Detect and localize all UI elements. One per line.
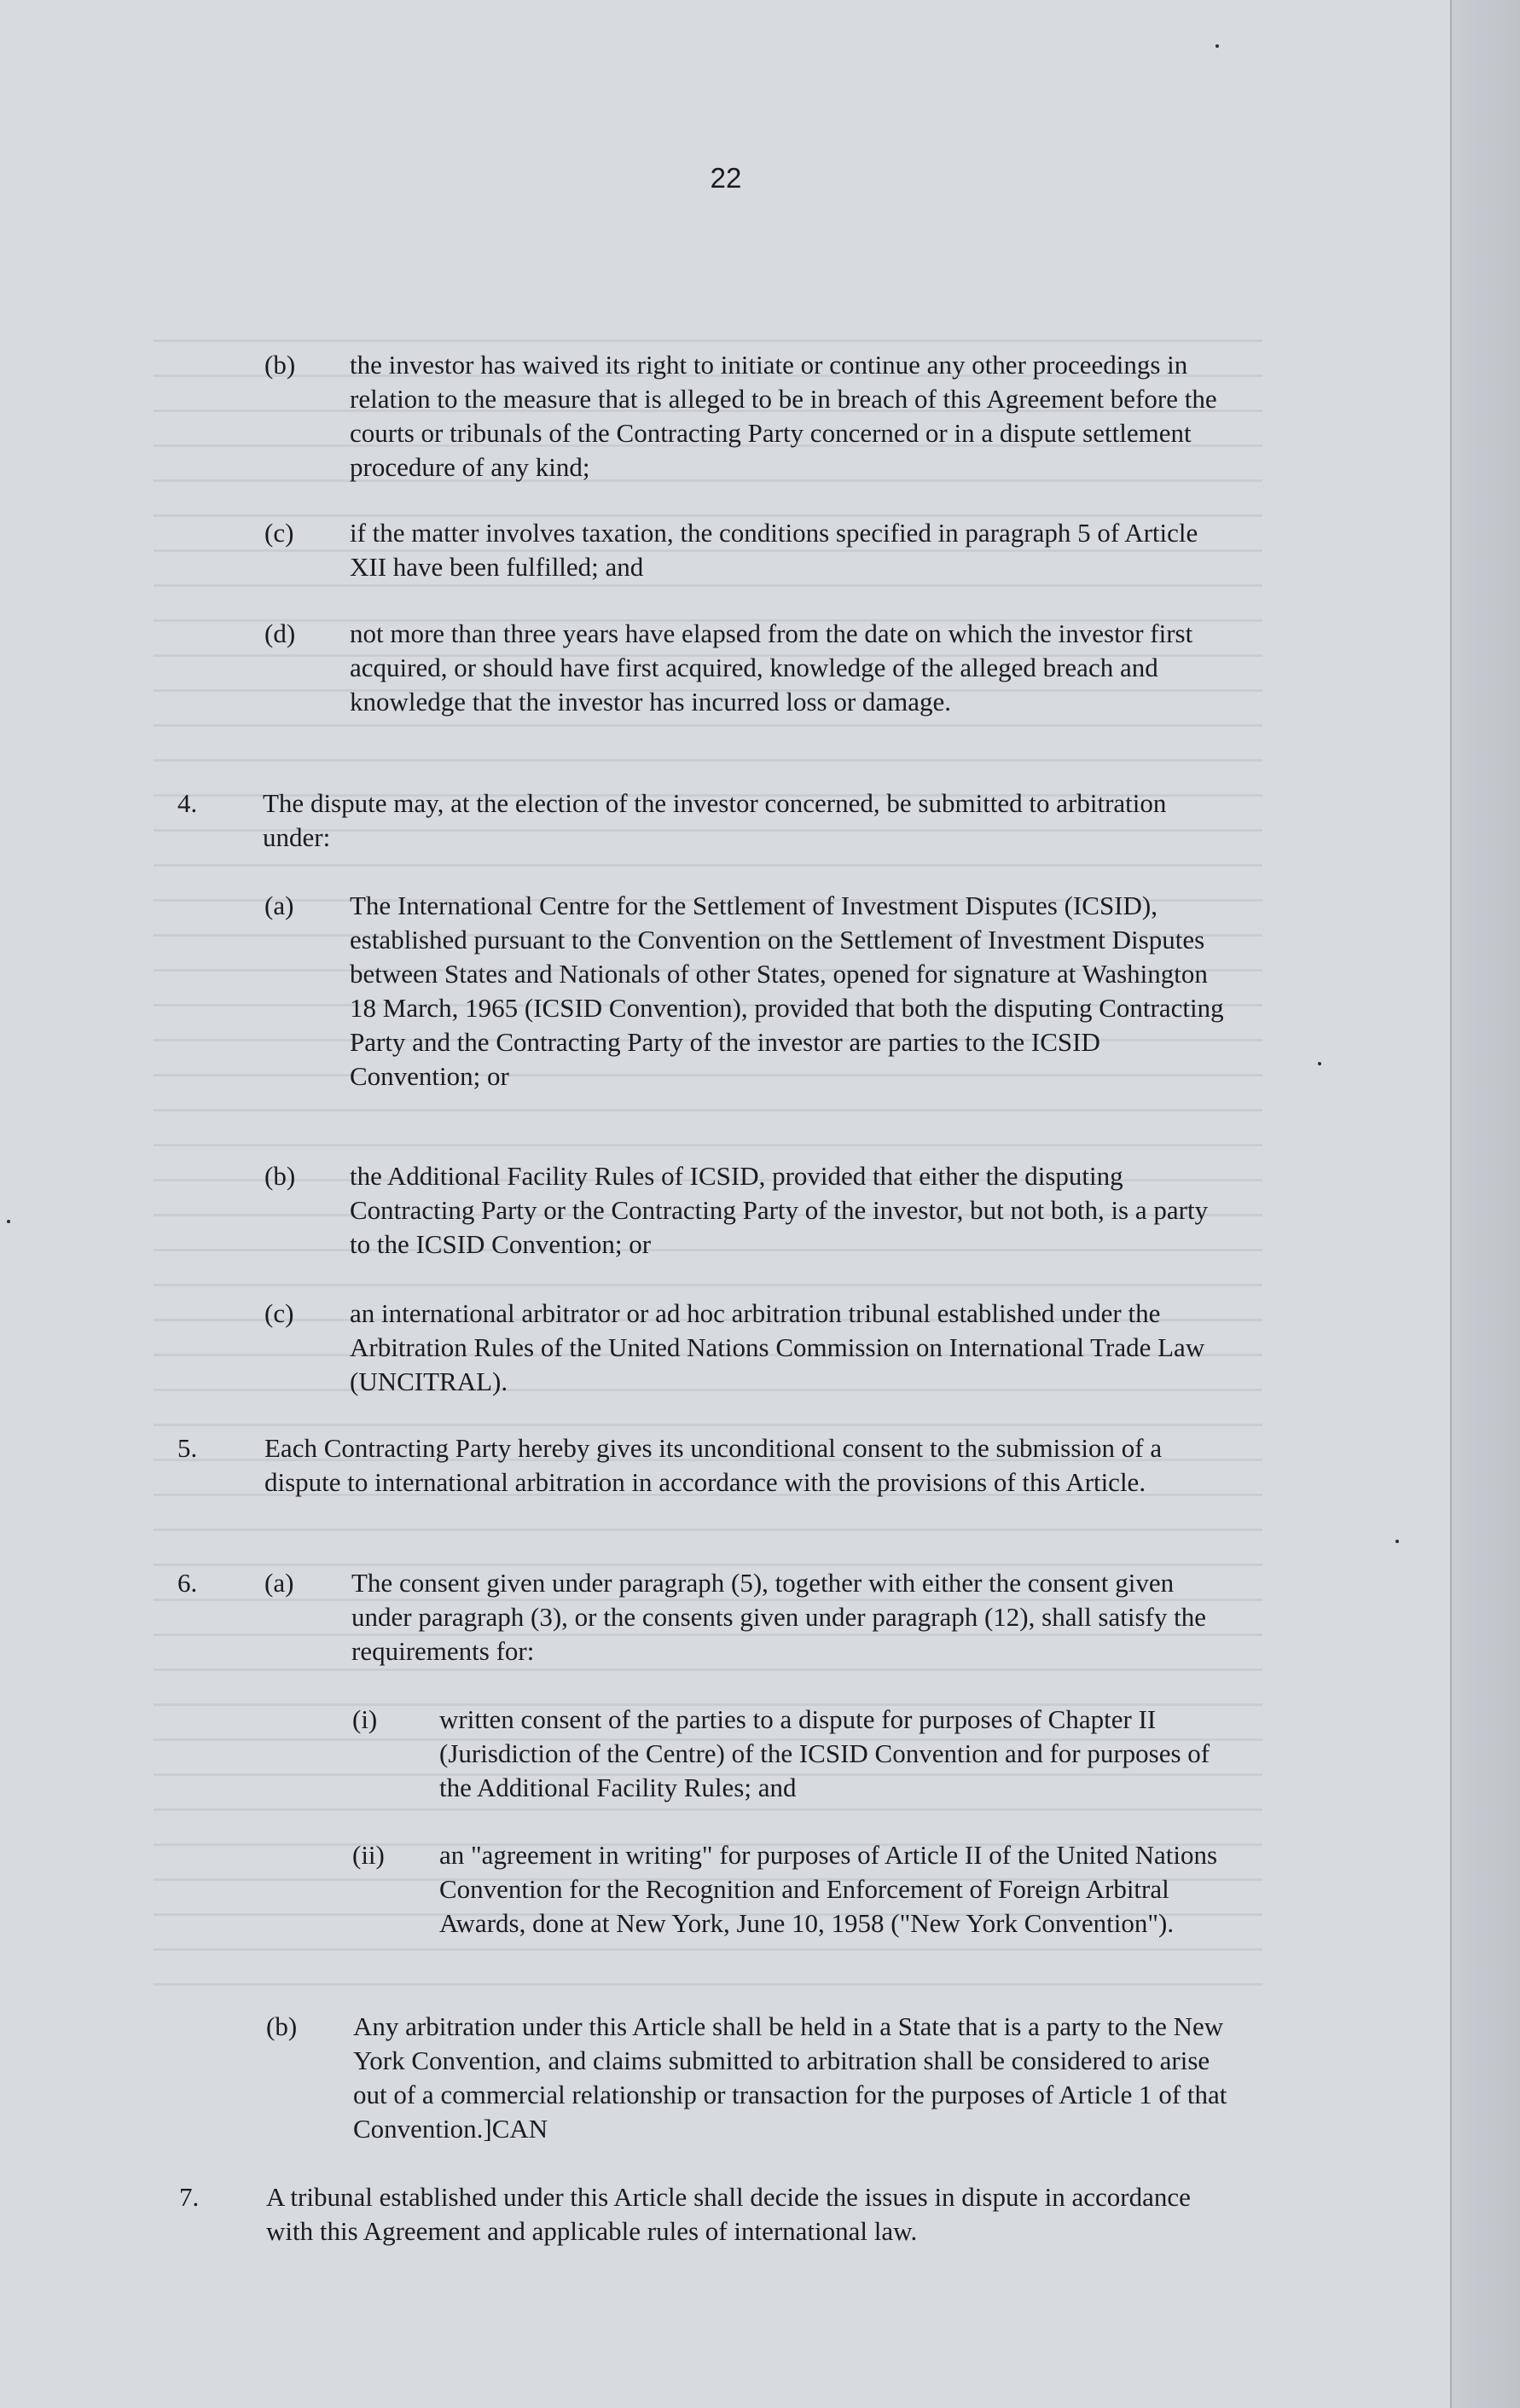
- page-edge-shadow: [1452, 0, 1520, 2408]
- item-label: (c): [264, 518, 294, 548]
- bleed-through-text: [154, 307, 1262, 2269]
- paragraph-number: 7.: [179, 2182, 200, 2212]
- item-text: the investor has waived its right to initiate or continue any other proceedings in relation to the measure that is alleged to be in breach of this Agreement before the courts or tribunals of the Contracting Party concerned or in a dispute settlement procedure of any kind;: [350, 350, 1217, 482]
- scan-speck: [1395, 1540, 1399, 1543]
- item-text: the Additional Facility Rules of ICSID, provided that either the disputing Contracting Party or the Contracting Party of the investor, but not both, is a party to the ICSID Convention; or: [350, 1161, 1209, 1259]
- item-label: (b): [264, 350, 296, 380]
- scan-speck: [1215, 44, 1219, 48]
- scan-speck: [7, 1220, 10, 1223]
- subitem-text: an "agreement in writing" for purposes of Article II of the United Nations Convention for the Recognition and Enforcement of Foreign Arbitral Awards, done at New York, June 10, 1958 ("New York Convention").: [439, 1840, 1218, 1938]
- paragraph-number: 5.: [177, 1433, 198, 1463]
- subitem-label: (i): [352, 1704, 378, 1734]
- page-number: 22: [710, 162, 742, 194]
- item-text: if the matter involves taxation, the conditions specified in paragraph 5 of Article XII have been fulfilled; and: [350, 518, 1198, 582]
- item-text: The International Centre for the Settlement of Investment Disputes (ICSID), established pursuant to the Convention on the Settlement of Investment Disputes between States and Nationals of other States, opened for signature at Washington 18 March, 1965 (ICSID Convention), provided that both the disputing Contracting Party and the Contracting Party of the investor are parties to the ICSID Convention; or: [350, 891, 1224, 1091]
- page-edge-line: [1450, 0, 1452, 2408]
- item-label: (c): [264, 1298, 294, 1328]
- item-label: (a): [264, 1568, 294, 1598]
- scan-speck: [1318, 1062, 1321, 1065]
- paragraph-number: 6.: [177, 1568, 198, 1598]
- item-label: (d): [264, 618, 296, 648]
- item-text: The consent given under paragraph (5), together with either the consent given under paragraph (3), or the consents given under paragraph (12), shall satisfy the requirements for:: [351, 1568, 1206, 1666]
- paragraph-text: A tribunal established under this Article shall decide the issues in dispute in accordance with this Agreement and applicable rules of international law.: [266, 2182, 1191, 2246]
- item-text: an international arbitrator or ad hoc arbitration tribunal established under the Arbitration Rules of the United Nations Commission on International Trade Law (UNCITRAL).: [350, 1298, 1205, 1396]
- item-label: (b): [266, 2011, 298, 2041]
- subitem-label: (ii): [352, 1840, 385, 1870]
- item-text: not more than three years have elapsed from the date on which the investor first acquired, or should have first acquired, knowledge of the alleged breach and knowledge that the investor has incurred loss or damage.: [350, 618, 1193, 717]
- paragraph-text: Each Contracting Party hereby gives its unconditional consent to the submission of a dispute to international arbitration in accordance with the provisions of this Article.: [264, 1433, 1163, 1497]
- item-text: Any arbitration under this Article shall be held in a State that is a party to the New York Convention, and claims submitted to arbitration shall be considered to arise out of a commercial relationship or transaction for the purposes of Article 1 of that Convention.]CAN: [353, 2011, 1227, 2144]
- item-label: (b): [264, 1161, 296, 1191]
- subitem-text: written consent of the parties to a dispute for purposes of Chapter II (Jurisdiction of the Centre) of the ICSID Convention and for purposes of the Additional Facility Rules; and: [439, 1704, 1210, 1802]
- item-label: (a): [264, 891, 294, 920]
- paragraph-number: 4.: [177, 788, 198, 818]
- paragraph-text: The dispute may, at the election of the investor concerned, be submitted to arbitration under:: [263, 788, 1167, 852]
